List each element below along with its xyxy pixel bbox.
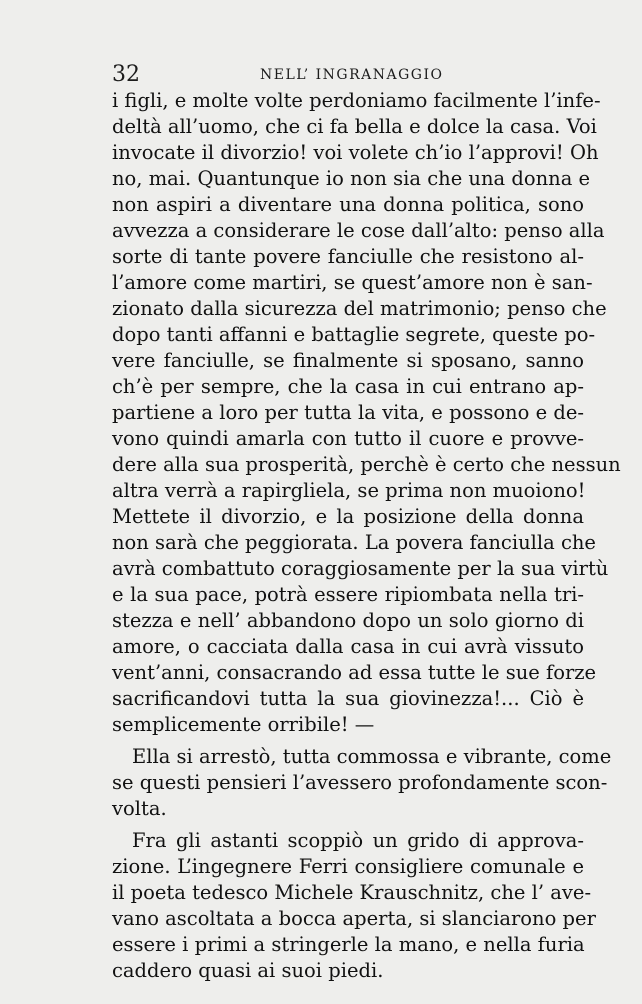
text-line: volta. (112, 797, 167, 820)
text-line: Fra gli astanti scoppiò un grido di approva- (132, 829, 584, 852)
text-line: essere i primi a stringerle la mano, e nella furia (112, 933, 585, 956)
text-line: stezza e nell’ abbandono dopo un solo giorno di (112, 609, 584, 632)
text-line: l’amore come martiri, se quest’amore non è san- (112, 271, 593, 294)
text-line: non aspiri a diventare una donna politica, sono (112, 193, 584, 216)
text-line: avrà combattuto coraggiosamente per la sua virtù (112, 557, 609, 580)
text-line: dopo tanti affanni e battaglie segrete, queste po- (112, 323, 596, 346)
text-line: altra verrà a rapirgliela, se prima non muoiono! (112, 479, 586, 502)
text-line: amore, o cacciata dalla casa in cui avrà vissuto (112, 635, 584, 658)
text-line: sorte di tante povere fanciulle che resistono al- (112, 245, 584, 268)
text-line: vano ascoltata a bocca aperta, si slanciarono per (112, 907, 596, 930)
text-line: il poeta tedesco Michele Krauschnitz, che l’ ave- (112, 881, 592, 904)
paragraph (112, 828, 596, 984)
text-line: avvezza a considerare le cose dall’alto: penso alla (112, 219, 605, 242)
running-head (112, 62, 582, 90)
paragraph (112, 744, 612, 822)
text-line: no, mai. Quantunque io non sia che una donna e (112, 167, 591, 190)
text-line: dere alla sua prosperità, perchè è certo che nessun (112, 453, 621, 476)
paragraph (112, 88, 621, 738)
text-line: caddero quasi ai suoi piedi. (112, 959, 384, 982)
text-line: semplicemente orribile! — (112, 713, 375, 736)
text-line: deltà all’uomo, che ci fa bella e dolce la casa. Voi (112, 115, 597, 138)
text-line: sacrificandovi tutta la sua giovinezza!... Ciò è (112, 687, 584, 710)
page-number: 32 (112, 62, 140, 87)
text-line: se questi pensieri l’avessero profondamente scon- (112, 771, 608, 794)
text-line: non sarà che peggiorata. La povera fanciulla che (112, 531, 596, 554)
text-line: invocate il divorzio! voi volete ch’io l’approvi! Oh (112, 141, 599, 164)
text-line: i figli, e molte volte perdoniamo facilmente l’infe- (112, 89, 601, 112)
text-line: partiene a loro per tutta la vita, e possono e de- (112, 401, 584, 424)
text-line: Ella si arrestò, tutta commossa e vibrante, come (132, 745, 612, 768)
text-line: vono quindi amarla con tutto il cuore e provve- (112, 427, 584, 450)
text-line: zione. L’ingegnere Ferri consigliere comunale e (112, 855, 584, 878)
text-line: zionato dalla sicurezza del matrimonio; penso che (112, 297, 607, 320)
text-line: Mettete il divorzio, e la posizione della donna (112, 505, 584, 528)
text-line: e la sua pace, potrà essere ripiombata nella tri- (112, 583, 584, 606)
running-title: NELL’ INGRANAGGIO (260, 67, 444, 83)
text-line: ch’è per sempre, che la casa in cui entrano ap- (112, 375, 584, 398)
text-line: vent’anni, consacrando ad essa tutte le sue forze (112, 661, 597, 684)
body-text (112, 88, 621, 984)
text-line: vere fanciulle, se finalmente si sposano, sanno (112, 349, 584, 372)
